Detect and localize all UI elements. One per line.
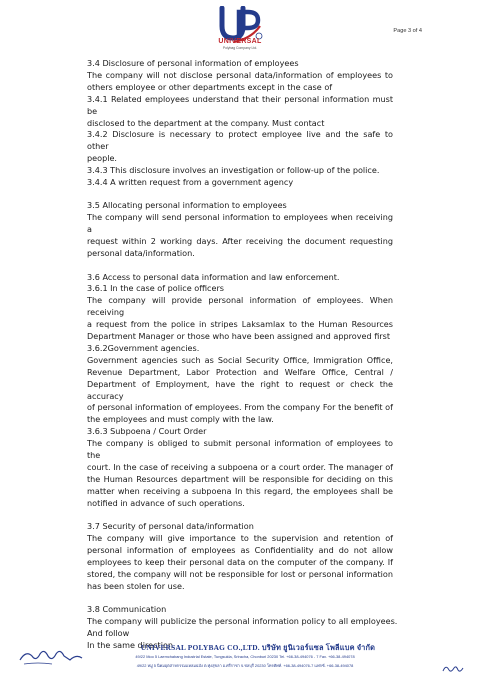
footer-address-th: 49/22 หมู่ 5 นิคมอุตสาหกรรมแหลมฉบัง ต.ทุ่งสุขลา อ.ศรีราชา จ.ชลบุรี 20230 โทรศัพท์. +66-38-494076-7 แฟกซ์. +66-38-494078 [136,663,354,668]
company-brand [200,38,280,52]
text-line: employees to keep their personal data on the computer of the company. If [87,556,393,567]
text-line: The company will provide personal information of employees. When receiving [87,295,393,318]
footer-address-en: 49/22 Moo 5 Laemchabang Industrial Estate, Tungsukla, Sriracha, Chonburi 20230 Tel. +66-38-494076 - 7 Fax. +66-38-494078 [135,654,355,659]
text-line: The company will publicize the personal information policy to all employees. [87,615,398,626]
text-line: stored, the company will not be responsible for lost or personal information [87,568,393,579]
document-body [87,58,398,652]
text-line: personal information of employees as Confidentiality and do not allow [87,544,393,555]
text-line: matter when receiving a subpoena In this regard, the employees shall be [87,485,393,496]
text-line: Revenue Department, Labor Protection and Welfare Office, Central / [87,366,393,377]
paragraph-gap [87,189,393,201]
text-line: request within 2 working days. After receiving the document requesting [87,236,393,247]
text-line: has been stolen for use. [87,580,185,591]
text-line: Government agencies such as Social Security Office, Immigration Office, [87,354,393,365]
text-line: 3.6 Access to personal data information and law enforcement. [87,271,340,282]
text-line: others employee or other departments except in the case of [87,81,333,92]
text-line: 3.4.1 Related employees understand that their personal information must be [87,93,393,116]
text-line: 3.8 Communication [87,604,167,615]
text-line: notified in advance of such operations. [87,497,245,508]
page-number: Page 3 of 4 [393,28,422,34]
text-line: In the same direction [87,639,174,650]
brand-name: UNIVERSAL [218,38,262,45]
paragraph-gap [87,260,393,272]
paragraph-gap [87,593,393,605]
paragraph-gap [87,510,393,522]
text-line: And follow [87,627,130,638]
text-line: a request from the police in stripes Laksamlax to the Human Resources [87,319,393,330]
text-line: the employees and must comply with the law. [87,414,274,425]
text-line: 3.6.3 Subpoena / Court Order [87,426,207,437]
text-line: 3.4 Disclosure of personal information of employees [87,58,299,68]
text-line: The company will not disclose personal data/information of employees to [87,69,393,80]
brand-subtitle: Polybag Company Ltd. [222,46,258,50]
text-line: The company is obliged to submit personal information of employees to the [87,438,393,461]
text-line: people. [87,153,118,164]
text-line: 3.6.1 In the case of police officers [87,283,225,294]
text-line: court. In the case of receiving a subpoena or a court order. The manager of [87,462,393,472]
initials-signature-icon [441,662,467,674]
text-line: 3.4.2 Disclosure is necessary to protect employee live and the safe to other [87,129,393,152]
text-line: The company will send personal information to employees when receiving a [87,212,393,235]
text-line: of personal information of employees. From the company For the benefit of [87,402,393,413]
footer-company: UNIVERSAL POLYBAG CO.,LTD. บริษัท ยูนิเวอร์แซล โพลีแบค จำกัด [140,643,376,652]
text-line: 3.5 Allocating personal information to employees [87,200,287,211]
text-line: The company will give importance to the supervision and retention of [87,533,393,544]
text-line: 3.4.4 A written request from a government agency [87,177,294,188]
text-line: the Human Resources department will be responsible for deciding on this [87,473,393,484]
text-line: Department Manager or those who have been assigned and approved first [87,331,391,342]
text-line: 3.7 Security of personal data/information [87,521,254,532]
text-line: disclosed to the department at the company. Must contact [87,117,325,128]
text-line: personal data/information. [87,248,195,259]
text-line: Department of Employment, have the right to request or check the accuracy [87,378,393,401]
text-line: 3.4.3 This disclosure involves an investigation or follow-up of the police. [87,165,380,176]
signature-left-icon [18,642,88,668]
text-line: 3.6.2Government agencies. [87,342,200,353]
